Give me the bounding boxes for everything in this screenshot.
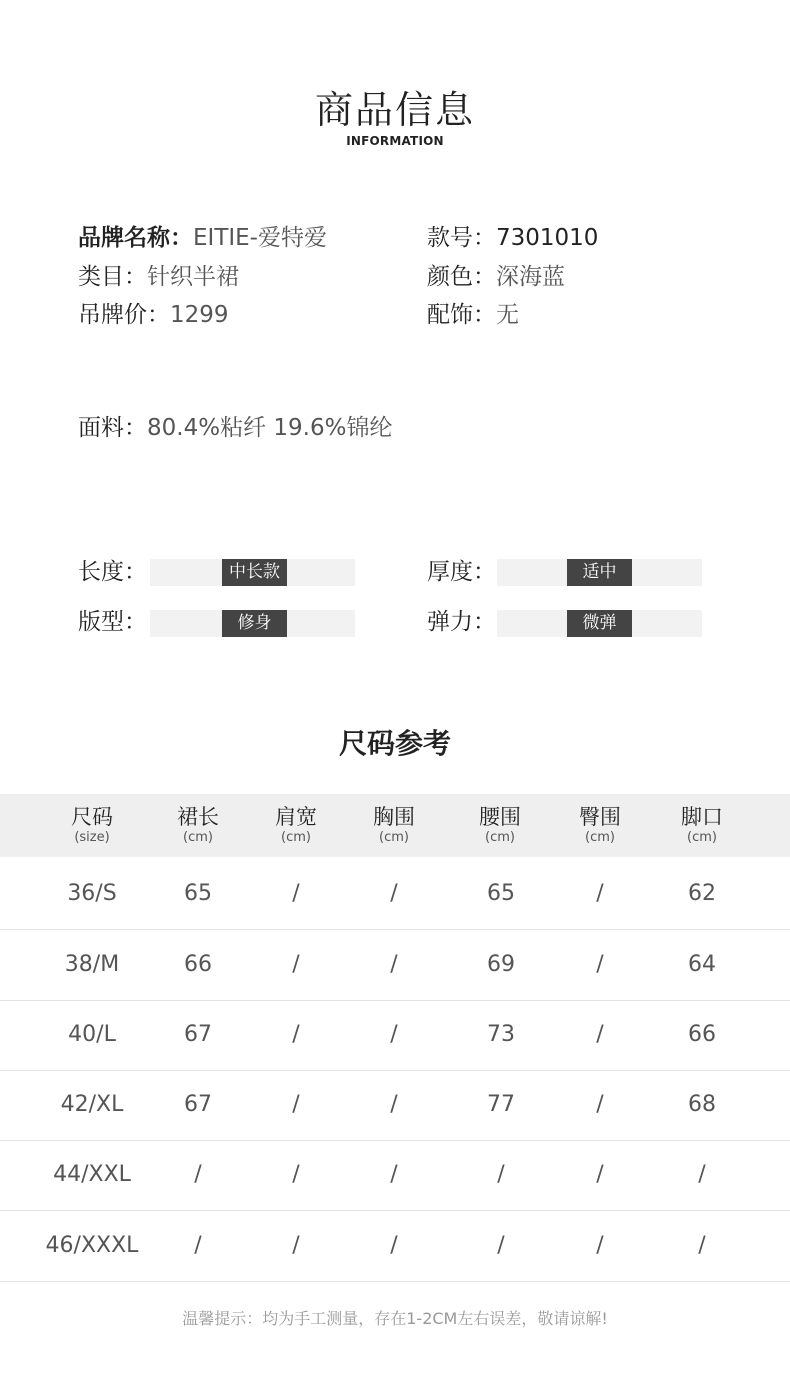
header-chest (344, 804, 444, 846)
table-cell: / (698, 1162, 706, 1187)
header-shoulder (246, 804, 346, 846)
style-no-row (427, 224, 598, 252)
brand-value: EITIE-爱特爱 (193, 225, 327, 251)
header-size (42, 804, 142, 846)
price-row (78, 301, 229, 329)
table-cell: 42/XL (60, 1092, 124, 1117)
thickness-chip: 适中 (567, 559, 632, 586)
table-cell: / (390, 1092, 398, 1117)
table-row (0, 1000, 790, 1071)
page-title: 商品信息 (314, 88, 475, 132)
size-table-header (0, 794, 790, 857)
table-cell: / (292, 1092, 300, 1117)
table-cell: 36/S (67, 881, 117, 906)
table-cell: / (292, 1162, 300, 1187)
elasticity-chip: 微弹 (567, 610, 632, 637)
table-cell: / (596, 952, 604, 977)
header-unit: (cm) (585, 830, 615, 845)
table-cell: 65 (487, 881, 515, 906)
header-label: 胸围 (373, 805, 415, 829)
table-cell: / (698, 1233, 706, 1258)
fit-scale (150, 610, 355, 637)
header-label: 腰围 (479, 805, 521, 829)
header-hip (550, 804, 650, 846)
header-unit: (cm) (183, 830, 213, 845)
table-cell: 44/XXL (53, 1162, 131, 1187)
color-value: 深海蓝 (496, 264, 565, 290)
table-cell: / (390, 952, 398, 977)
table-cell: 69 (487, 952, 515, 977)
header-unit: (cm) (281, 830, 311, 845)
fabric-value: 80.4%粘纤 19.6%锦纶 (147, 415, 393, 441)
table-cell: 64 (688, 952, 716, 977)
accessory-label: 配饰： (427, 302, 496, 328)
table-row (0, 1211, 790, 1282)
style-no-label: 款号： (427, 225, 496, 251)
table-cell: / (596, 1162, 604, 1187)
thickness-label: 厚度： (427, 559, 496, 585)
header-unit: (cm) (379, 830, 409, 845)
style-no-value: 7301010 (496, 225, 599, 251)
header-label: 裙长 (177, 805, 219, 829)
header-label: 脚口 (681, 805, 723, 829)
size-chart-title: 尺码参考 (338, 727, 451, 760)
table-cell: 77 (487, 1092, 515, 1117)
measurement-note: 温馨提示：均为手工测量，存在1-2CM左右误差，敬请谅解! (182, 1309, 608, 1328)
table-cell: 73 (487, 1022, 515, 1047)
color-label: 颜色： (427, 264, 496, 290)
table-cell: / (497, 1162, 505, 1187)
table-cell: / (497, 1233, 505, 1258)
header-label: 肩宽 (275, 805, 317, 829)
table-cell: / (596, 1022, 604, 1047)
length-scale (150, 559, 355, 586)
price-value: 1299 (170, 302, 229, 328)
color-row (427, 263, 565, 291)
fit-label: 版型： (78, 609, 147, 635)
table-row (0, 1070, 790, 1141)
table-cell: 67 (184, 1022, 212, 1047)
table-row (0, 930, 790, 1001)
category-label: 类目： (78, 264, 147, 290)
table-row (0, 1140, 790, 1211)
table-cell: / (596, 881, 604, 906)
table-cell: 67 (184, 1092, 212, 1117)
fabric-label: 面料： (78, 415, 147, 441)
thickness-scale (497, 559, 702, 586)
table-cell: / (390, 1022, 398, 1047)
category-row (78, 263, 239, 291)
table-cell: 62 (688, 881, 716, 906)
table-cell: / (292, 1022, 300, 1047)
table-cell: / (292, 1233, 300, 1258)
table-cell: / (596, 1092, 604, 1117)
price-label: 吊牌价： (78, 302, 170, 328)
table-cell: 38/M (64, 952, 120, 977)
elasticity-scale (497, 610, 702, 637)
length-label: 长度： (78, 559, 147, 585)
accessory-row (427, 301, 519, 329)
table-cell: 68 (688, 1092, 716, 1117)
table-cell: 66 (688, 1022, 716, 1047)
table-cell: / (292, 881, 300, 906)
header-unit: (cm) (687, 830, 717, 845)
table-cell: / (390, 881, 398, 906)
accessory-value: 无 (496, 302, 519, 328)
table-cell: 40/L (68, 1022, 116, 1047)
table-cell: 65 (184, 881, 212, 906)
brand-row (78, 224, 327, 252)
elasticity-label: 弹力： (427, 609, 496, 635)
table-row (0, 859, 790, 930)
table-cell: / (194, 1233, 202, 1258)
header-hem (652, 804, 752, 846)
table-cell: / (596, 1233, 604, 1258)
header-skirt-length (148, 804, 248, 846)
table-cell: / (390, 1162, 398, 1187)
header-unit: (size) (74, 830, 110, 845)
brand-label: 品牌名称： (78, 225, 193, 251)
category-value: 针织半裙 (147, 264, 239, 290)
table-cell: / (390, 1233, 398, 1258)
length-chip: 中长款 (222, 559, 287, 586)
fit-chip: 修身 (222, 610, 287, 637)
header-unit: (cm) (485, 830, 515, 845)
header-label: 尺码 (71, 805, 113, 829)
page-subtitle: INFORMATION (346, 134, 444, 148)
table-cell: 66 (184, 952, 212, 977)
table-cell: / (194, 1162, 202, 1187)
header-label: 臀围 (579, 805, 621, 829)
header-waist (450, 804, 550, 846)
table-cell: 46/XXXL (45, 1233, 139, 1258)
fabric-row (78, 414, 392, 442)
table-cell: / (292, 952, 300, 977)
